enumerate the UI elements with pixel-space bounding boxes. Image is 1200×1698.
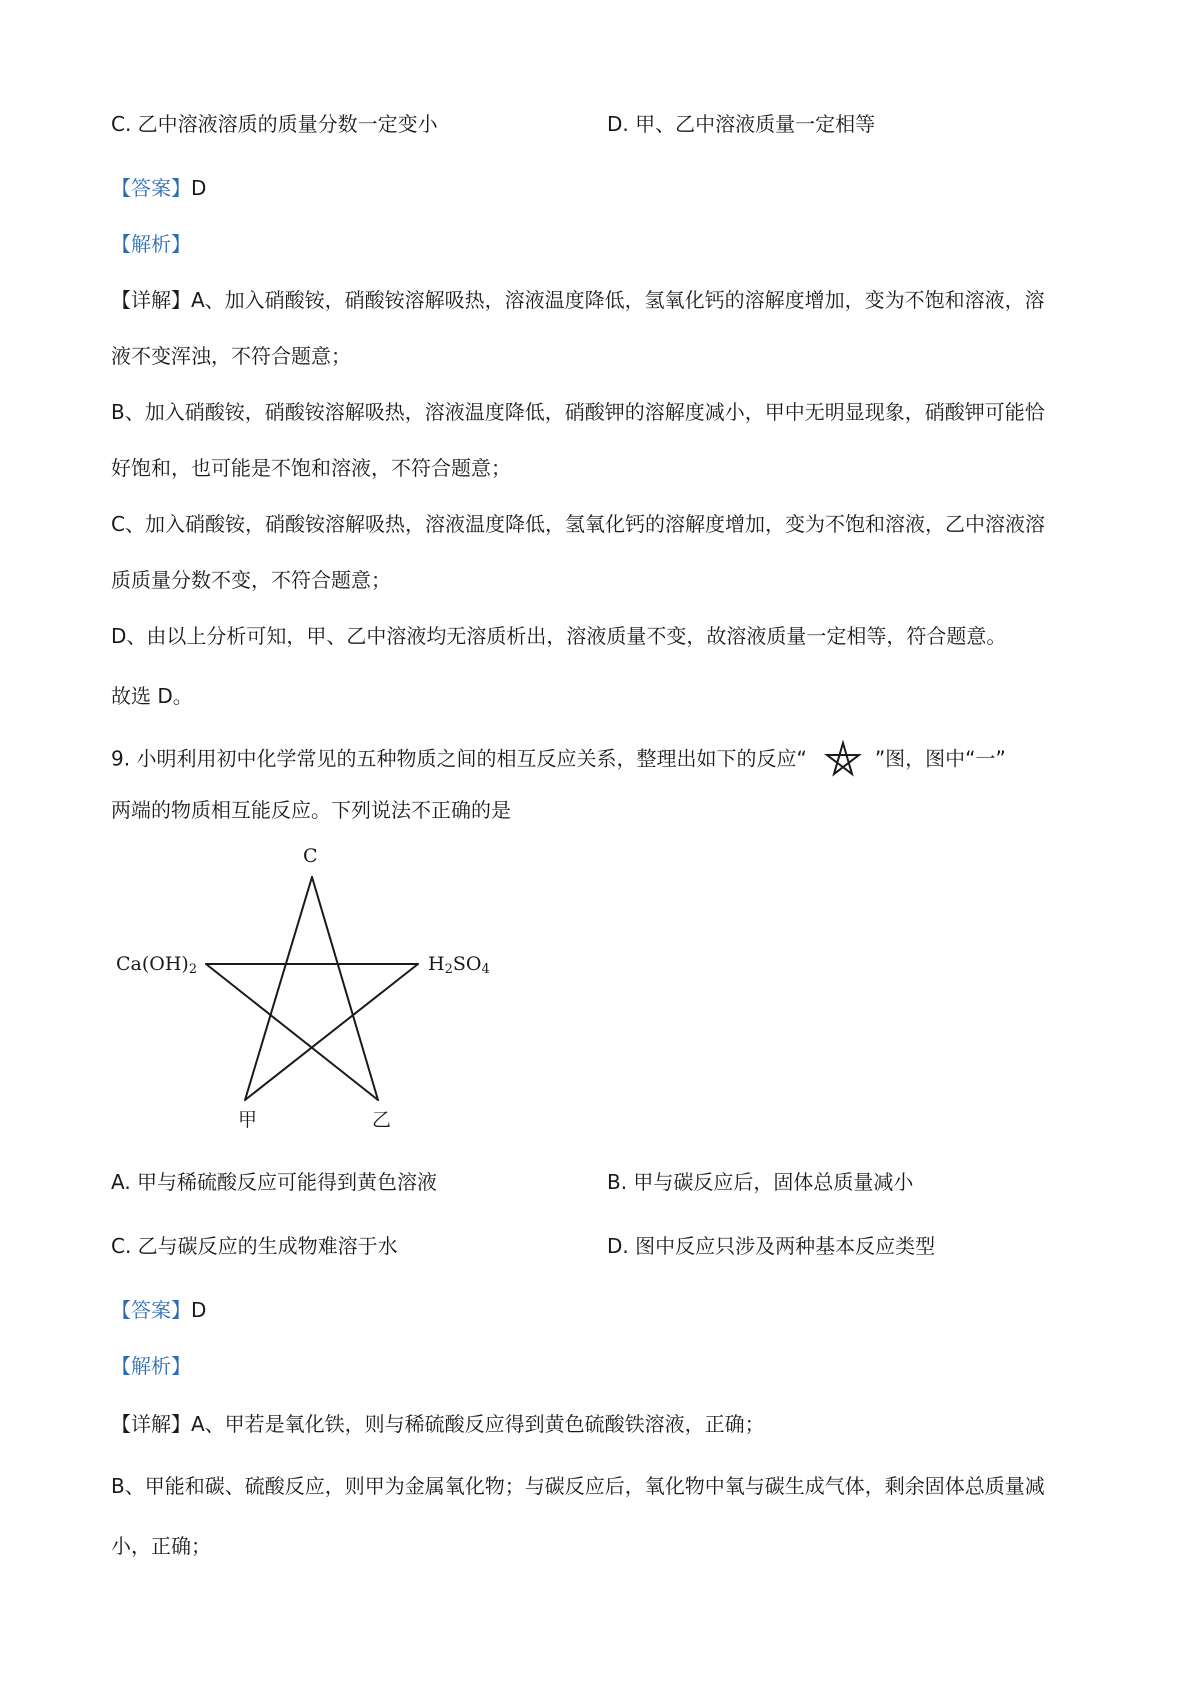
node-jia: 甲 xyxy=(238,1109,258,1131)
star-icon xyxy=(821,740,865,780)
edge-c-jia xyxy=(245,877,312,1100)
node-yi: 乙 xyxy=(372,1109,392,1131)
q8-detail-a-line1 xyxy=(111,286,1045,314)
star-diagram-svg xyxy=(110,855,510,1140)
q9-option-c: C. 乙与碳反应的生成物难溶于水 xyxy=(111,1234,398,1258)
q8-option-c: C. 乙中溶液溶质的质量分数一定变小 xyxy=(111,112,438,136)
q8-answer-value: D xyxy=(191,176,207,200)
edge-caoh2-yi xyxy=(206,964,378,1100)
q9-stem-line1 xyxy=(111,740,1006,780)
q8-detail-a-line2: 液不变浑浊，不符合题意； xyxy=(111,344,351,368)
q8-detail-tag: 【详解】 xyxy=(111,288,191,312)
q9-detail-tag: 【详解】 xyxy=(111,1412,191,1436)
q8-detail-b-line1: B、加入硝酸铵，硝酸铵溶解吸热，溶液温度降低，硝酸钾的溶解度减小，甲中无明显现象，硝酸钾可能恰 xyxy=(111,400,1045,424)
node-caoh2-sub: 2 xyxy=(188,962,198,977)
node-h2so4-h-sub: 2 xyxy=(444,962,453,977)
q9-detail-a xyxy=(111,1410,765,1438)
q9-analysis-tag xyxy=(111,1352,191,1380)
q8-analysis-tag xyxy=(111,230,191,258)
q8-option-d: D. 甲、乙中溶液质量一定相等 xyxy=(607,112,876,136)
q8-detail-c-line2: 质质量分数不变，不符合题意； xyxy=(111,568,391,592)
node-h2so4 xyxy=(428,953,490,981)
node-h2so4-h: H xyxy=(428,953,445,975)
q8-choose: 故选 D。 xyxy=(111,684,193,708)
q9-option-d: D. 图中反应只涉及两种基本反应类型 xyxy=(607,1234,936,1258)
q9-analysis-label: 【解析】 xyxy=(111,1354,191,1378)
q8-answer-tag: 【答案】 xyxy=(111,176,191,200)
reaction-star-diagram xyxy=(110,845,510,1140)
q9-detail-a-text: A、甲若是氧化铁，则与稀硫酸反应得到黄色硫酸铁溶液，正确； xyxy=(191,1412,765,1436)
node-h2so4-so-sub: 4 xyxy=(481,962,490,977)
edge-h2so4-jia xyxy=(245,964,418,1100)
q9-stem-part1: 9. 小明利用初中化学常见的五种物质之间的相互反应关系，整理出如下的反应“ xyxy=(111,746,807,771)
q8-analysis-label: 【解析】 xyxy=(111,232,191,256)
q9-answer xyxy=(111,1296,206,1324)
q8-detail-c-line1: C、加入硝酸铵，硝酸铵溶解吸热，溶液温度降低，氢氧化钙的溶解度增加，变为不饱和溶液，乙中溶液溶 xyxy=(111,512,1045,536)
node-h2so4-so: SO xyxy=(452,953,482,975)
q9-detail-b-line2: 小，正确； xyxy=(111,1534,211,1558)
q9-option-a: A. 甲与稀硫酸反应可能得到黄色溶液 xyxy=(111,1170,438,1194)
q9-option-b: B. 甲与碳反应后，固体总质量减小 xyxy=(607,1170,914,1194)
node-caoh2 xyxy=(116,953,197,981)
q9-stem-part2: ”图，图中“一” xyxy=(874,746,1006,771)
q8-detail-d: D、由以上分析可知，甲、乙中溶液均无溶质析出，溶液质量不变，故溶液质量一定相等，符合题意。 xyxy=(111,624,1007,648)
q8-detail-a-text: A、加入硝酸铵，硝酸铵溶解吸热，溶液温度降低，氢氧化钙的溶解度增加，变为不饱和溶液，溶 xyxy=(191,288,1045,312)
node-c: C xyxy=(303,845,318,867)
node-caoh2-main: Ca(OH) xyxy=(116,953,189,975)
q8-detail-b-line2: 好饱和，也可能是不饱和溶液，不符合题意； xyxy=(111,456,511,480)
q9-answer-tag: 【答案】 xyxy=(111,1298,191,1322)
q9-detail-b-line1: B、甲能和碳、硫酸反应，则甲为金属氧化物；与碳反应后，氧化物中氧与碳生成气体，剩余固体总质量减 xyxy=(111,1474,1045,1498)
edge-c-yi xyxy=(312,877,378,1100)
q8-answer xyxy=(111,174,206,202)
q9-answer-value: D xyxy=(191,1298,207,1322)
q9-stem-line2: 两端的物质相互能反应。下列说法不正确的是 xyxy=(111,798,511,822)
